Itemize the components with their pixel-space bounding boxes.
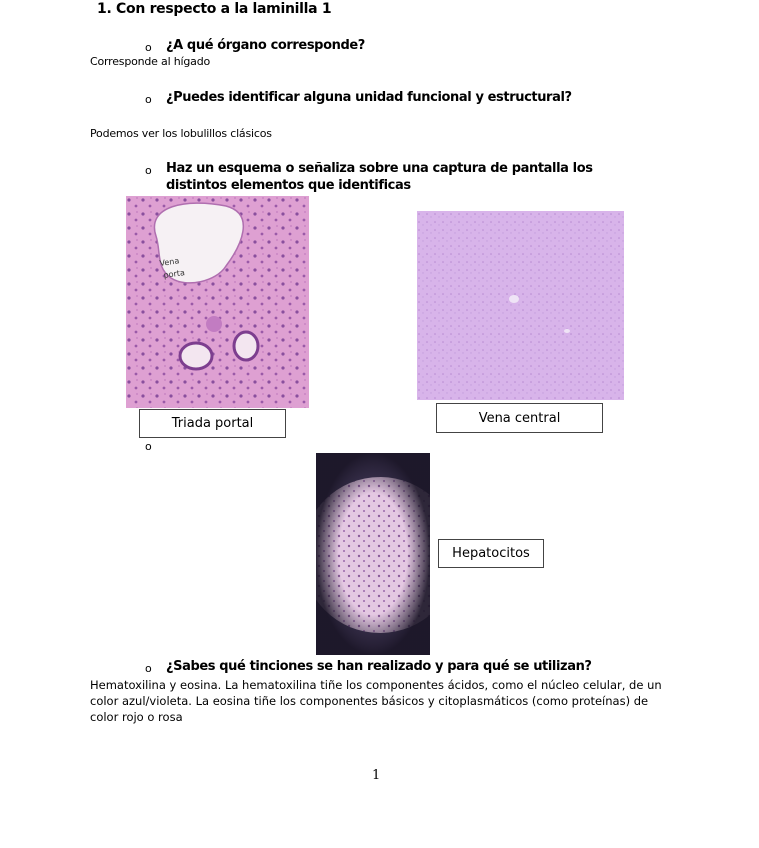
bullet-marker: o (145, 440, 152, 453)
bullet-marker: o (145, 93, 152, 106)
question-schema-line2: distintos elementos que identificas (166, 178, 411, 193)
micrograph-hepatocytes (316, 453, 430, 655)
question-schema-line1: Haz un esquema o señaliza sobre una captura de pantalla los (166, 161, 593, 176)
label-vena-central: Vena central (436, 403, 603, 433)
question-functional-unit: ¿Puedes identificar alguna unidad funcional y estructural? (166, 90, 572, 105)
micrograph-portal-triad (126, 196, 309, 408)
question-stains: ¿Sabes qué tinciones se han realizado y para qué se utilizan? (166, 659, 592, 674)
page-number: 1 (372, 768, 381, 783)
question-organ: ¿A qué órgano corresponde? (166, 38, 365, 53)
answer-stains-line2: color azul/violeta. La eosina tiñe los componentes básicos y citoplasmáticos (como proteínas) de (90, 694, 649, 708)
handwriting-vena: Vena (159, 256, 180, 268)
answer-organ: Corresponde al hígado (90, 55, 211, 68)
bullet-marker: o (145, 41, 152, 54)
answer-stains-line1: Hematoxilina y eosina. La hematoxilina tiñe los componentes ácidos, como el núcleo celular, de un (90, 678, 662, 692)
label-triada-portal: Triada portal (139, 409, 286, 438)
section-heading: 1. Con respecto a la laminilla 1 (97, 1, 332, 17)
bullet-marker: o (145, 164, 152, 177)
answer-functional-unit: Podemos ver los lobulillos clásicos (90, 127, 272, 140)
micrograph-central-vein (417, 211, 624, 400)
label-hepatocitos: Hepatocitos (438, 539, 544, 568)
answer-stains (90, 677, 670, 725)
handwriting-porta: porta (163, 268, 186, 280)
answer-stains-line3: color rojo o rosa (90, 710, 183, 724)
bullet-marker: o (145, 662, 152, 675)
